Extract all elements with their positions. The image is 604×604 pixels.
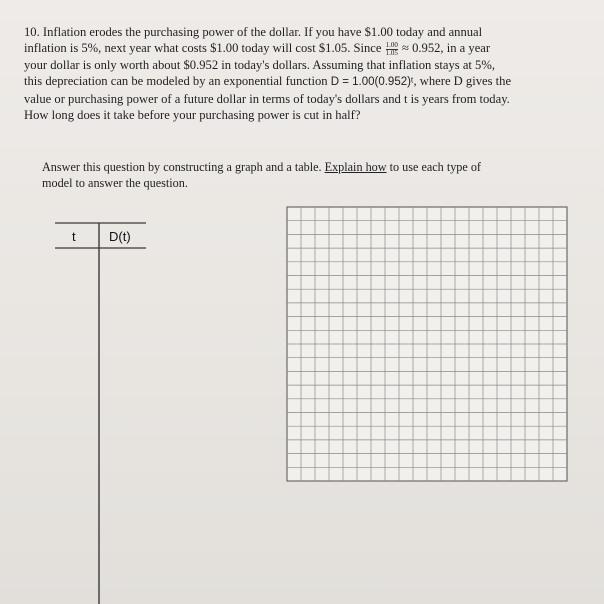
problem-line-2: inflation is 5%, next year what costs $1.00 today will cost $1.05. Since $\frac{1.00}{1.05}$ ≈ 0.952, in a year (24, 41, 491, 58)
problem-line-4: this depreciation can be modeled by an exponential function D = 1.00(0.952)ᵗ, where D gives the (24, 74, 512, 89)
instructions: Answer this question by constructing a graph and a table. Explain how to use each type of model to answer the question. (42, 160, 481, 190)
problem-line-6: How long does it take before your purchasing power is cut in half? (24, 108, 361, 123)
problem-line-1: 10. Inflation erodes the purchasing power of the dollar. If you have $1.00 today and annual (24, 25, 483, 39)
ratio-fraction: $\frac{1.00}{1.05}$ (385, 41, 398, 58)
problem-line-3: your dollar is only worth about $0.952 in today's dollars. Assuming that inflation stays at 5%, (24, 58, 495, 73)
table-header-dt[interactable]: D(t) (109, 229, 131, 244)
table-header-t[interactable]: t (72, 229, 76, 244)
explain-how-underlined: Explain how (324, 160, 387, 174)
problem-line-5: value or purchasing power of a future dollar in terms of today's dollars and t is years from today. (24, 91, 510, 106)
problem-number: 10. (24, 25, 40, 39)
model-formula: D = 1.00(0.952)ᵗ (330, 76, 414, 89)
graph-grid[interactable] (286, 206, 568, 487)
graph-grid-svg[interactable] (286, 206, 568, 482)
